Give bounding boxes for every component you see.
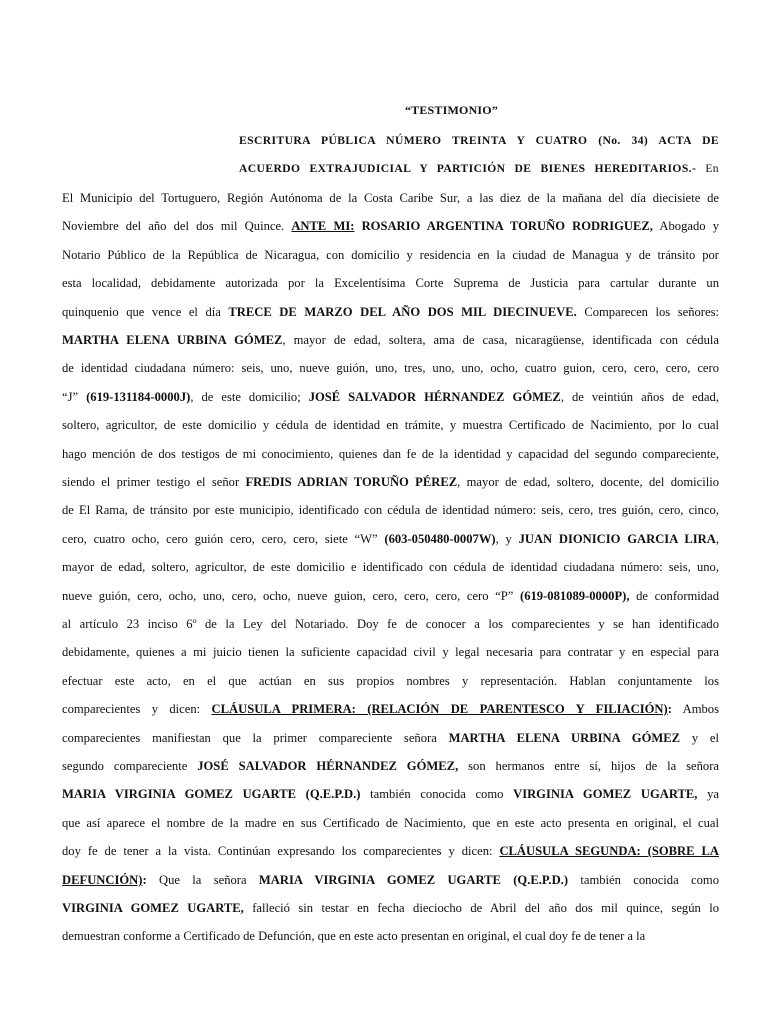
body-line: cero, cuatro ocho, cero guión cero, cero, cero, siete “W” (603-050480-0007W), y JUAN DIONICIO GARCIA LIRA, <box>62 532 719 546</box>
bold-text: MARIA VIRGINIA GOMEZ UGARTE (Q.E.P.D.) <box>62 787 361 801</box>
body-line: “J” (619-131184-0000J), de este domicilio; JOSÉ SALVADOR HÉRNANDEZ GÓMEZ, de veintiún años de edad, <box>62 390 719 404</box>
bold-text: MARIA VIRGINIA GOMEZ UGARTE (Q.E.P.D.) <box>258 873 569 887</box>
body-line: comparecientes manifiestan que la primer compareciente señora MARTHA ELENA URBINA GÓMEZ y el <box>62 731 720 745</box>
body-line: de identidad ciudadana número: seis, uno, nueve guión, uno, tres, uno, uno, ocho, cuatro guion, cero, cero, cero, cero <box>62 361 719 375</box>
body-line: Noviembre del año del dos mil Quince. ANTE MI: ROSARIO ARGENTINA TORUÑO RODRIGUEZ, Abogado y <box>62 219 719 233</box>
body-line: efectuar este acto, en el que actúan en sus propios nombres y representación. Hablan conjuntamente los <box>62 674 719 688</box>
document-title: “TESTIMONIO” <box>404 103 499 117</box>
body-line: siendo el primer testigo el señor FREDIS ADRIAN TORUÑO PÉREZ, mayor de edad, soltero, docente, del domicilio <box>62 475 719 489</box>
body-line: mayor de edad, soltero, agricultor, de este domicilio e identificado con cédula de identidad ciudadana número: seis, uno, <box>62 560 719 574</box>
bold-text: JUAN DIONICIO GARCIA LIRA <box>518 532 716 546</box>
deed-heading-line-2 <box>239 159 719 179</box>
body-line: Notario Público de la República de Nicaragua, con domicilio y residencia en la ciudad de Managua y de tránsito por <box>62 248 719 262</box>
body-line: demuestran conforme a Certificado de Defunción, que en este acto presentan en original, el cual doy fe de tener a la <box>62 929 646 943</box>
bold-text: VIRGINIA GOMEZ UGARTE, <box>62 901 244 915</box>
body-line: debidamente, quienes a mi juicio tienen la suficiente capacidad civil y legal necesaria para contratar y en especial para <box>62 645 719 659</box>
bold-text: DEFUNCIÓN): <box>62 873 147 887</box>
bold-text: (619-081089-0000P), <box>520 589 630 603</box>
bold-text: (603-050480-0007W) <box>384 532 496 546</box>
bold-text <box>499 844 719 858</box>
body-line: segundo compareciente JOSÉ SALVADOR HÉRNANDEZ GÓMEZ, son hermanos entre sí, hijos de la señora <box>62 759 719 773</box>
body-line: El Municipio del Tortuguero, Región Autónoma de la Costa Caribe Sur, a las diez de la mañana del día diecisiete de <box>62 191 719 205</box>
body-line: de El Rama, de tránsito por este municipio, identificado con cédula de identidad número: seis, cero, tres guión, cero, cinco, <box>62 503 719 517</box>
deed-heading-line-1: ESCRITURA PÚBLICA NÚMERO TREINTA Y CUATRO (No. 34) ACTA DE <box>239 134 719 147</box>
body-line: MARTHA ELENA URBINA GÓMEZ, mayor de edad, soltera, ama de casa, nicaragüense, identificada con cédula <box>62 333 719 347</box>
bold-text: CLÁUSULA PRIMERA: (RELACIÓN DE PARENTESCO Y FILIACIÓN): <box>211 702 672 716</box>
bold-text: ANTE MI: ROSARIO ARGENTINA TORUÑO RODRIGUEZ, <box>291 219 653 233</box>
body-line: DEFUNCIÓN): Que la señora MARIA VIRGINIA GOMEZ UGARTE (Q.E.P.D.) también conocida como <box>62 873 719 887</box>
body-line: que así aparece el nombre de la madre en sus Certificado de Nacimiento, que en este acto presenta en original, el cual <box>62 816 719 830</box>
body-line: comparecientes y dicen: CLÁUSULA PRIMERA: (RELACIÓN DE PARENTESCO Y FILIACIÓN): Ambos <box>62 702 719 716</box>
body-line: soltero, agricultor, de este domicilio y cédula de identidad en trámite, y muestra Certificado de Nacimiento, por lo cual <box>62 418 719 432</box>
body-line: MARIA VIRGINIA GOMEZ UGARTE (Q.E.P.D.) también conocida como VIRGINIA GOMEZ UGARTE, ya <box>62 787 719 801</box>
bold-text: JOSÉ SALVADOR HÉRNANDEZ GÓMEZ <box>308 390 561 404</box>
body-line: esta localidad, debidamente autorizada por la Excelentísima Corte Suprema de Justicia para cartular durante un <box>62 276 719 290</box>
body-line: hago mención de dos testigos de mi conocimiento, quienes dan fe de la identidad y capacidad del segundo compareciente, <box>62 447 719 461</box>
deed-heading-continuation: En <box>696 162 719 175</box>
underlined-text: ANTE MI: <box>291 219 355 233</box>
underlined-text: CLÁUSULA SEGUNDA: (SOBRE LA <box>499 844 719 858</box>
bold-text: JOSÉ SALVADOR HÉRNANDEZ GÓMEZ, <box>197 759 459 773</box>
body-line: VIRGINIA GOMEZ UGARTE, falleció sin testar en fecha dieciocho de Abril del año dos mil quince, según lo <box>62 901 719 915</box>
body-line: quinquenio que vence el día TRECE DE MARZO DEL AÑO DOS MIL DIECINUEVE. Comparecen los señores: <box>62 305 719 319</box>
bold-text: TRECE DE MARZO DEL AÑO DOS MIL DIECINUEVE. <box>228 305 577 319</box>
deed-heading-bold: ACUERDO EXTRAJUDICIAL Y PARTICIÓN DE BIENES HEREDITARIOS.- <box>239 162 697 175</box>
bold-text: VIRGINIA GOMEZ UGARTE, <box>513 787 698 801</box>
bold-text: MARTHA ELENA URBINA GÓMEZ <box>62 333 283 347</box>
underlined-text: DEFUNCIÓN) <box>62 873 143 887</box>
bold-text: FREDIS ADRIAN TORUÑO PÉREZ <box>245 475 458 489</box>
bold-text: MARTHA ELENA URBINA GÓMEZ <box>448 731 681 745</box>
body-line: doy fe de tener a la vista. Continúan expresando los comparecientes y dicen: CLÁUSULA SEGUNDA: (SOBRE LA <box>62 844 719 858</box>
body-line: nueve guión, cero, ocho, uno, cero, ocho, nueve guion, cero, cero, cero, cero “P” (619-081089-0000P), de conformidad <box>62 589 719 603</box>
underlined-text: CLÁUSULA PRIMERA: (RELACIÓN DE PARENTESCO Y FILIACIÓN) <box>211 702 668 716</box>
body-line: al artículo 23 inciso 6º de la Ley del Notariado. Doy fe de conocer a los comparecientes y se han identificado <box>62 617 719 631</box>
bold-text: (619-131184-0000J) <box>86 390 191 404</box>
